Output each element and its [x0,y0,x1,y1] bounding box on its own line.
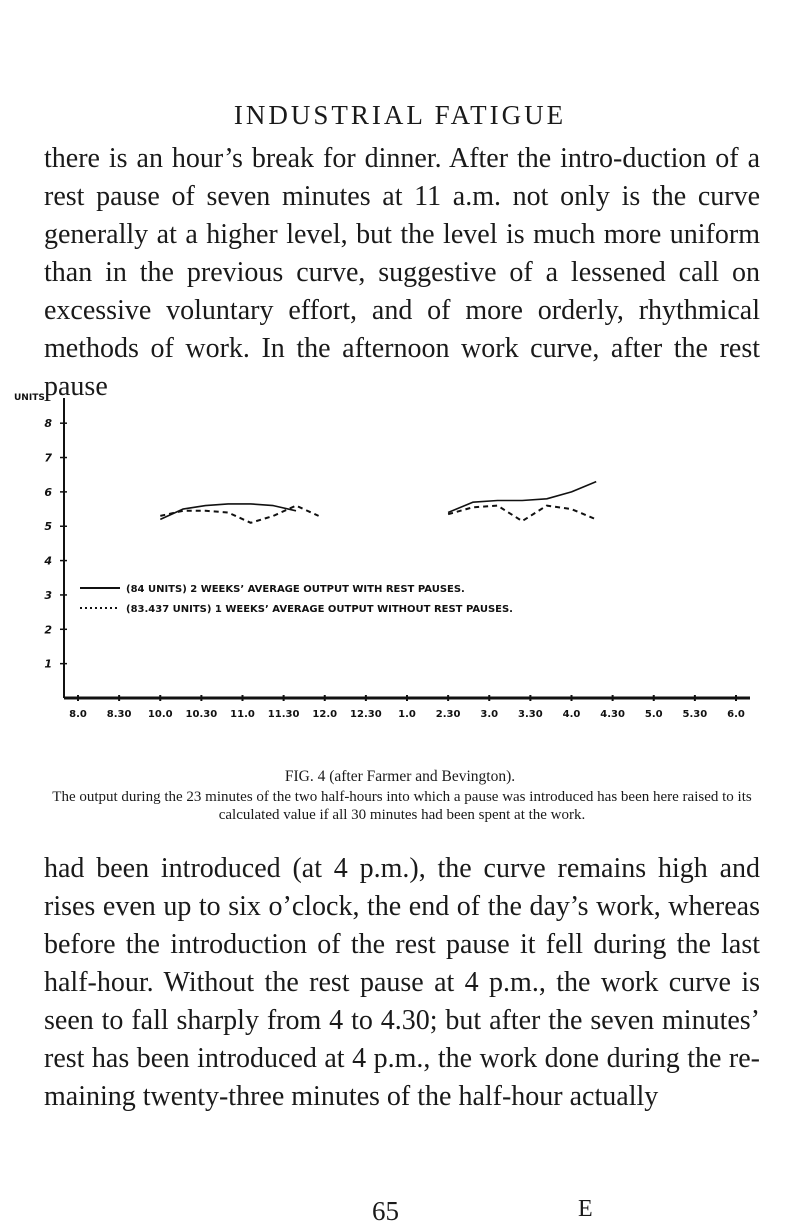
y-tick-label: 2 [44,623,52,637]
series-without-rest-pauses-line [448,506,596,521]
page-number: 65 [372,1196,399,1226]
work-curve-chart [0,392,800,752]
legend-entry: (84 UNITS) 2 WEEKS’ AVERAGE OUTPUT WITH REST PAUSES. [126,584,465,595]
y-tick-label: 7 [44,451,52,465]
running-header: INDUSTRIAL FATIGUE [233,100,567,130]
body-paragraph-bottom: had been introduced (at 4 p.m.), the curve remains high and rises even up to six o’clock, the end of the day’s work, whereas before the introduction of the rest pause it fell during the last half-hour. Without the rest pause at 4 p.m., the work curve is seen to fall sharply from 4 to 4.30; but after the seven minutes’ rest has been introduced at 4 p.m., the work done during the re-maining twenty-three minutes of the half-hour actually [44,853,760,1112]
x-tick-label: 3.0 [480,709,499,720]
legend-entry: (83.437 UNITS) 1 WEEKS’ AVERAGE OUTPUT WITHOUT REST PAUSES. [126,604,513,615]
x-tick-label: 4.0 [562,709,581,720]
y-tick-label: 4 [44,554,52,568]
figure-caption-text: FIG. 4 (after Farmer and Bevington). [284,768,516,785]
y-tick-label: 1 [44,657,52,671]
x-tick-label: 12.0 [312,709,338,720]
x-tick-label: 1.0 [398,709,416,720]
body-paragraph-top: there is an hour’s break for dinner. After the intro-duction of a rest pause of seven minutes at 11 a.m. not only is the curve generally at a higher level, but the level is much more uniform than in the previous curve, suggestive of a lessened call on excessive voluntary effort, and of more orderly, rhythmical methods of work. In the afternoon work curve, after the rest pause [44,143,760,402]
x-tick-label: 5.0 [644,709,663,720]
x-tick-label: 12.30 [350,709,382,720]
y-tick-label: 6 [44,485,52,499]
y-tick-label: 8 [44,417,52,431]
x-tick-label: 10.30 [185,709,218,720]
x-tick-label: 8.30 [106,709,132,720]
x-tick-label: 11.0 [230,709,255,720]
figure-4 [0,392,800,752]
x-tick-label: 3.30 [518,709,543,720]
x-tick-label: 8.0 [69,709,87,720]
figure-note: The output during the 23 minutes of the two half-hours into which a pause was introduced has been here raised to its calculated value if all 30 minutes had been spent at the work. [52,789,752,823]
x-tick-label: 2.30 [435,709,461,720]
y-tick-label: 3 [44,588,52,602]
x-tick-label: 5.30 [682,709,708,720]
x-tick-label: 4.30 [600,709,625,720]
x-tick-label: 11.30 [267,709,300,720]
y-tick-label: 5 [44,520,52,534]
x-tick-label: 6.0 [727,709,745,720]
signature-mark: E [578,1196,593,1222]
series-with-rest-pauses-line [448,482,596,513]
figure-caption [0,768,800,786]
x-tick-label: 10.0 [147,709,173,720]
y-axis-label: UNITS [14,393,45,403]
